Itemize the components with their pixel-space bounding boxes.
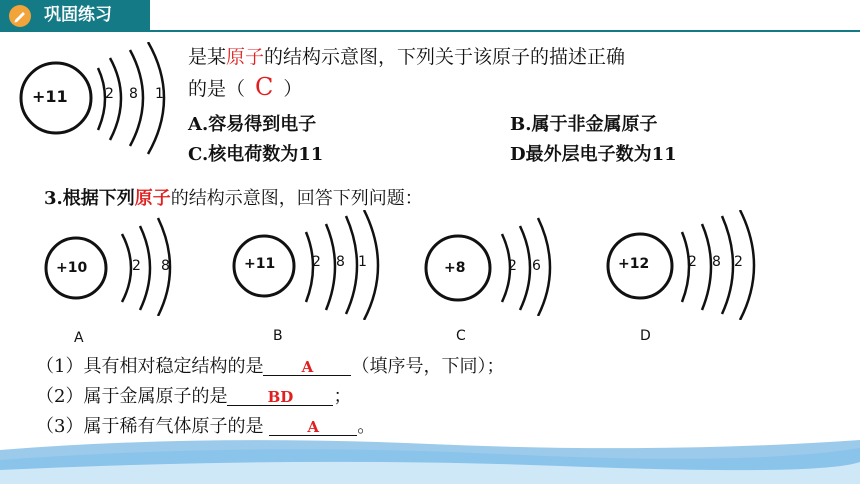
subquestion-2: （2）属于金属原子的是 BD ； xyxy=(36,386,352,407)
q1-shell-2: 8 xyxy=(129,86,138,102)
subquestion-2-answer[interactable]: BD xyxy=(227,389,333,406)
subquestion-3-answer[interactable]: A xyxy=(269,419,357,436)
q1-option-a[interactable]: A.容易得到电子 xyxy=(188,114,317,135)
atom-b-shell-3: 1 xyxy=(358,254,367,270)
header-divider xyxy=(0,30,860,32)
atom-b xyxy=(230,210,400,320)
atom-a-nucleus: +10 xyxy=(56,260,88,276)
atom-d-shell-1: 2 xyxy=(688,254,697,270)
subquestion-1: （1）具有相对稳定结构的是 A （填序号，下同）； xyxy=(36,356,505,377)
atom-b-shell-1: 2 xyxy=(312,254,321,270)
q1-keyword: 原子 xyxy=(226,46,265,68)
atom-c-shell-2: 6 xyxy=(532,258,541,274)
q1-option-b[interactable]: B.属于非金属原子 xyxy=(510,114,658,135)
q1-nucleus-charge: +11 xyxy=(32,87,68,106)
atom-c-shell-1: 2 xyxy=(508,258,517,274)
section-title: 巩固练习 xyxy=(44,5,112,25)
q1-option-d[interactable]: D最外层电子数为11 xyxy=(510,144,677,165)
q3-prompt: 3.根据下列原子的结构示意图，回答下列问题： xyxy=(44,188,423,209)
atom-a-label: A xyxy=(74,330,84,346)
q1-line1: 是某原子的结构示意图，下列关于该原子的描述正确 xyxy=(188,46,626,68)
q1-atom xyxy=(10,42,185,157)
subquestion-3: （3）属于稀有气体原子的是 A 。 xyxy=(36,416,376,437)
footer-wave-decoration xyxy=(0,430,860,484)
q1-option-c[interactable]: C.核电荷数为11 xyxy=(188,144,324,165)
atom-d-nucleus: +12 xyxy=(618,256,650,272)
atom-d xyxy=(606,210,776,320)
atom-a-shell-1: 2 xyxy=(132,258,141,274)
atom-c-nucleus: +8 xyxy=(444,260,466,276)
q1-line2: 的是（ C ） xyxy=(188,73,303,101)
q1-answer: C xyxy=(255,73,274,101)
atom-a-shell-2: 8 xyxy=(161,258,170,274)
q1-shell-3: 1 xyxy=(155,86,164,102)
q3-keyword: 原子 xyxy=(134,188,171,209)
atom-b-nucleus: +11 xyxy=(244,256,276,272)
atom-b-label: B xyxy=(273,328,283,344)
atom-d-shell-2: 8 xyxy=(712,254,721,270)
atom-a xyxy=(42,216,202,316)
atom-d-label: D xyxy=(640,328,651,344)
atom-b-shell-2: 8 xyxy=(336,254,345,270)
atom-c-label: C xyxy=(456,328,466,344)
pencil-badge-icon xyxy=(8,4,32,28)
subquestion-1-answer[interactable]: A xyxy=(263,359,351,376)
atom-d-shell-3: 2 xyxy=(734,254,743,270)
atom-c xyxy=(422,216,582,316)
q1-shell-1: 2 xyxy=(105,86,114,102)
